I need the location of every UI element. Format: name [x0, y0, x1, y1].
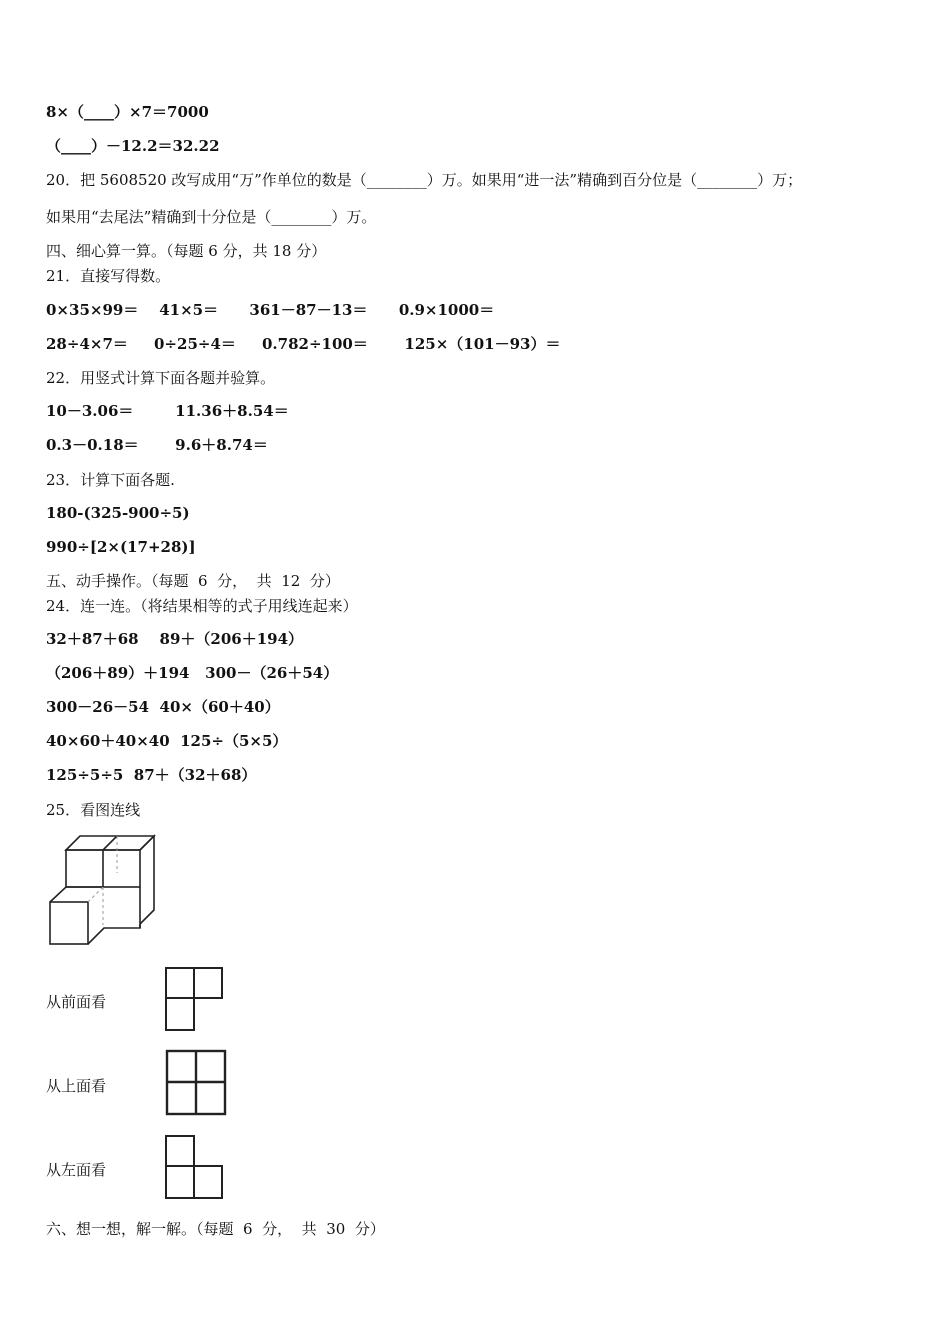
front-view-figure[interactable] — [163, 965, 227, 1035]
question-24-row-4: 40×60＋40×40 125÷（5×5） — [46, 732, 288, 750]
cube-figure — [44, 830, 159, 950]
equation-2: （____）－12.2＝32.22 — [46, 137, 220, 155]
section-6-heading: 六、想一想，解一解。（每题 6 分， 共 30 分） — [46, 1220, 385, 1238]
question-24: 24．连一连。（将结果相等的式子用线连起来） — [46, 597, 358, 615]
question-20-line-2: 如果用“去尾法”精确到十分位是（________）万。 — [46, 208, 377, 226]
section-5-heading: 五、动手操作。（每题 6 分， 共 12 分） — [46, 572, 340, 590]
question-25: 25．看图连线 — [46, 801, 141, 819]
question-22-row-1: 10－3.06＝ 11.36＋8.54＝ — [46, 402, 289, 420]
question-20-line-1: 20．把 5608520 改写成用“万”作单位的数是（________）万。如果用“进一法”精确到百分位是（________）万； — [46, 171, 803, 189]
front-view-label: 从前面看 — [46, 993, 107, 1011]
top-view-label: 从上面看 — [46, 1077, 107, 1095]
left-view-label: 从左面看 — [46, 1161, 107, 1179]
question-21-row-1: 0×35×99＝ 41×5＝ 361－87－13＝ 0.9×1000＝ — [46, 301, 495, 319]
top-view-figure[interactable] — [164, 1048, 230, 1118]
question-21-row-2: 28÷4×7＝ 0÷25÷4＝ 0.782÷100＝ 125×（101－93）＝ — [46, 335, 561, 353]
equation-1: 8×（____）×7＝7000 — [46, 103, 209, 121]
question-24-row-1: 32＋87＋68 89＋（206＋194） — [46, 630, 304, 648]
question-24-row-5: 125÷5÷5 87＋（32＋68） — [46, 766, 257, 784]
question-21: 21．直接写得数。 — [46, 267, 171, 285]
question-23-b: 990÷[2×(17+28)] — [46, 538, 196, 556]
question-23-a: 180-(325-900÷5) — [46, 504, 190, 522]
question-23: 23．计算下面各题. — [46, 471, 175, 489]
question-24-row-2: （206＋89）＋194 300－（26＋54） — [46, 664, 339, 682]
section-4-heading: 四、细心算一算。（每题 6 分，共 18 分） — [46, 242, 327, 260]
question-22-row-2: 0.3－0.18＝ 9.6＋8.74＝ — [46, 436, 268, 454]
question-24-row-3: 300－26－54 40×（60＋40） — [46, 698, 280, 716]
left-view-figure[interactable] — [163, 1133, 227, 1203]
question-22: 22．用竖式计算下面各题并验算。 — [46, 369, 276, 387]
